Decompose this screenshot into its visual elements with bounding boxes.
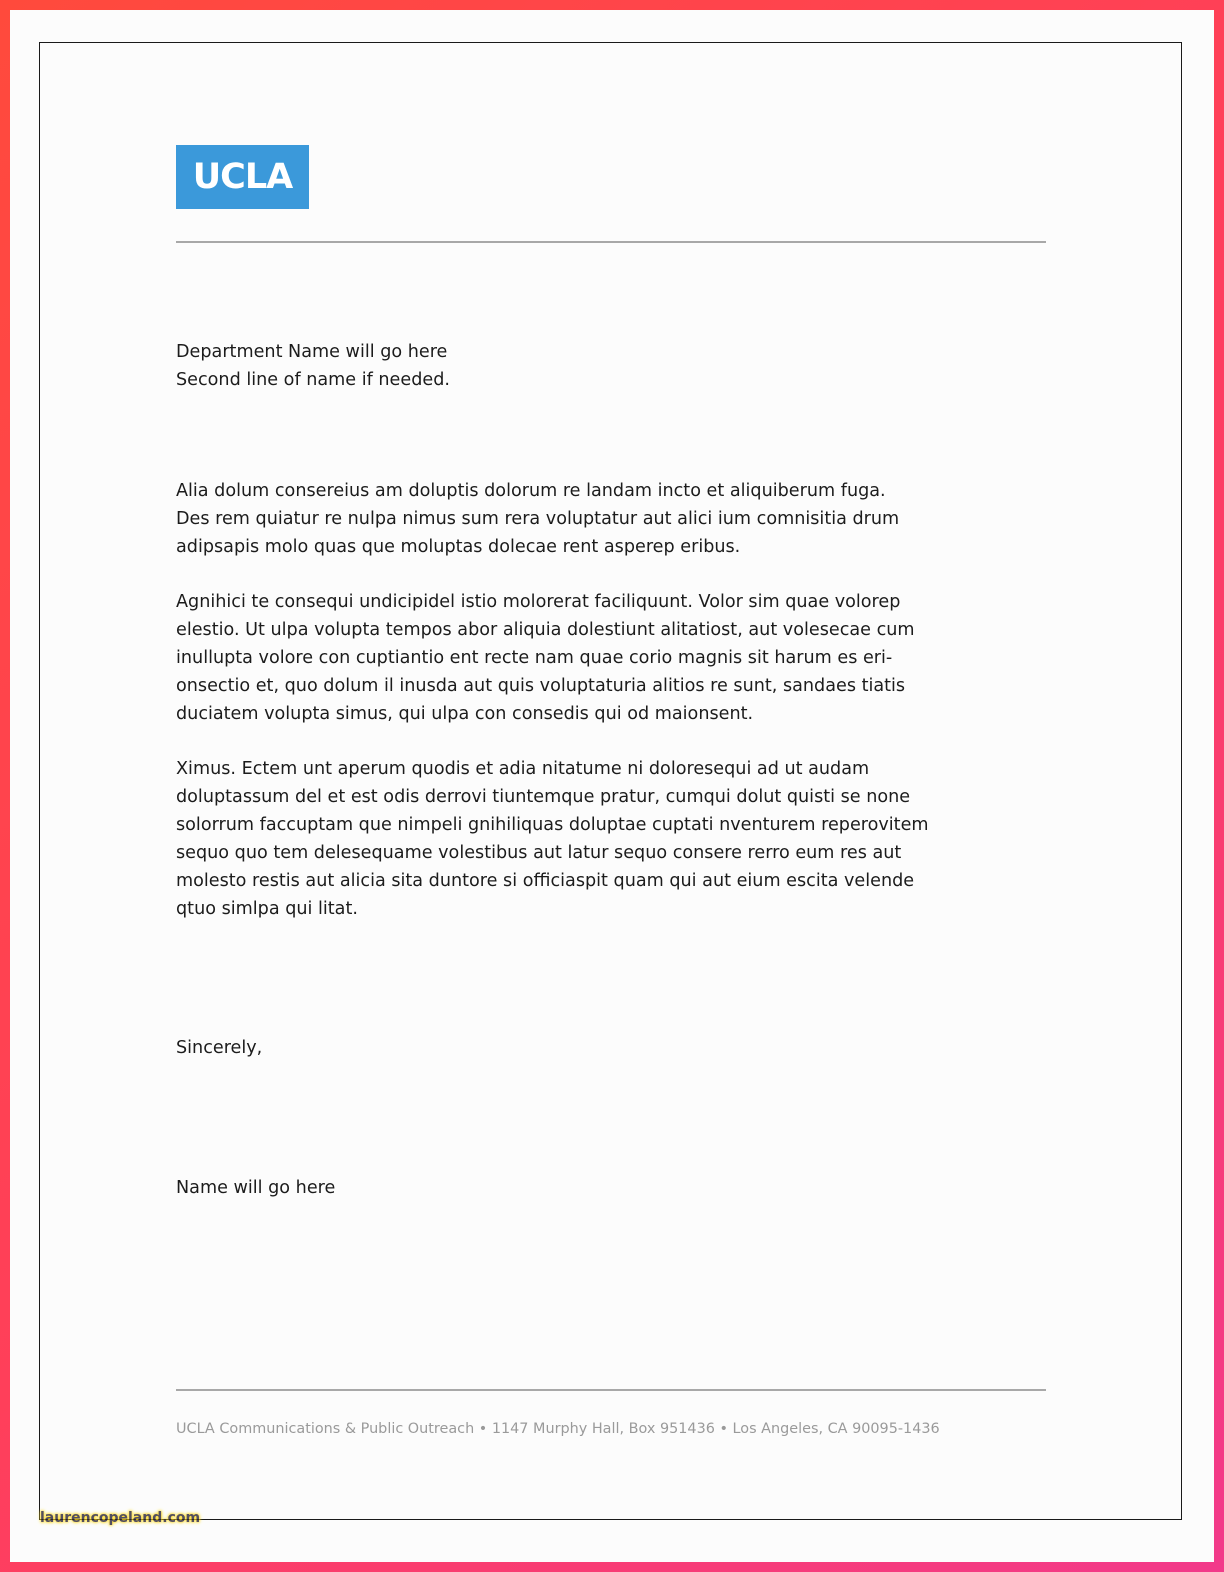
paragraph-line: molesto restis aut alicia sita duntore si officiaspit quam qui aut eium escita velende (176, 871, 915, 891)
footer-address: UCLA Communications & Public Outreach • 1147 Murphy Hall, Box 951436 • Los Angeles, CA 90095-1436 (176, 1421, 940, 1437)
body-paragraph-2 (176, 588, 915, 728)
department-name: Department Name will go here (176, 342, 448, 362)
body-paragraph-3 (176, 755, 929, 923)
paragraph-line: doluptassum del et est odis derrovi tiuntemque pratur, cumqui dolut quisti se none (176, 787, 911, 807)
paragraph-line: solorrum faccuptam que nimpeli gnihiliquas doluptae cuptati nventurem reperovitem (176, 815, 929, 835)
closing-salutation: Sincerely, (176, 1038, 263, 1058)
letter-page (39, 42, 1182, 1520)
paragraph-line: qtuo simlpa qui litat. (176, 899, 358, 919)
watermark: laurencopeland.com (40, 1510, 201, 1526)
paragraph-line: inullupta volore con cuptiantio ent recte nam quae corio magnis sit harum es eri- (176, 648, 893, 668)
paragraph-line: elestio. Ut ulpa volupta tempos abor aliquia dolestiunt alitatiost, aut volesecae cum (176, 620, 915, 640)
paragraph-line: Des rem quiatur re nulpa nimus sum rera voluptatur aut alici ium comnisitia drum (176, 509, 900, 529)
paragraph-line: sequo quo tem delesequame volestibus aut latur sequo consere rerro eum res aut (176, 843, 902, 863)
paragraph-line: Alia dolum consereius am doluptis dolorum re landam incto et aliquiberum fuga. (176, 481, 886, 501)
ucla-logo (176, 145, 309, 209)
paragraph-line: Agnihici te consequi undicipidel istio molorerat faciliquunt. Volor sim quae volorep (176, 592, 901, 612)
paragraph-line: Ximus. Ectem unt aperum quodis et adia nitatume ni doloresequi ad ut audam (176, 759, 870, 779)
logo-text: UCLA (192, 157, 293, 197)
header-divider (176, 241, 1046, 243)
department-block (176, 338, 450, 394)
paragraph-line: duciatem volupta simus, qui ulpa con consedis qui od maionsent. (176, 704, 754, 724)
image-background (10, 10, 1214, 1562)
paragraph-line: adipsapis molo quas que moluptas dolecae rent asperep eribus. (176, 537, 741, 557)
department-name-line-2: Second line of name if needed. (176, 370, 450, 390)
signer-name: Name will go here (176, 1178, 336, 1198)
footer-divider (176, 1389, 1046, 1391)
paragraph-line: onsectio et, quo dolum il inusda aut quis voluptaturia alitios re sunt, sandaes tiatis (176, 676, 906, 696)
body-paragraph-1 (176, 477, 899, 561)
